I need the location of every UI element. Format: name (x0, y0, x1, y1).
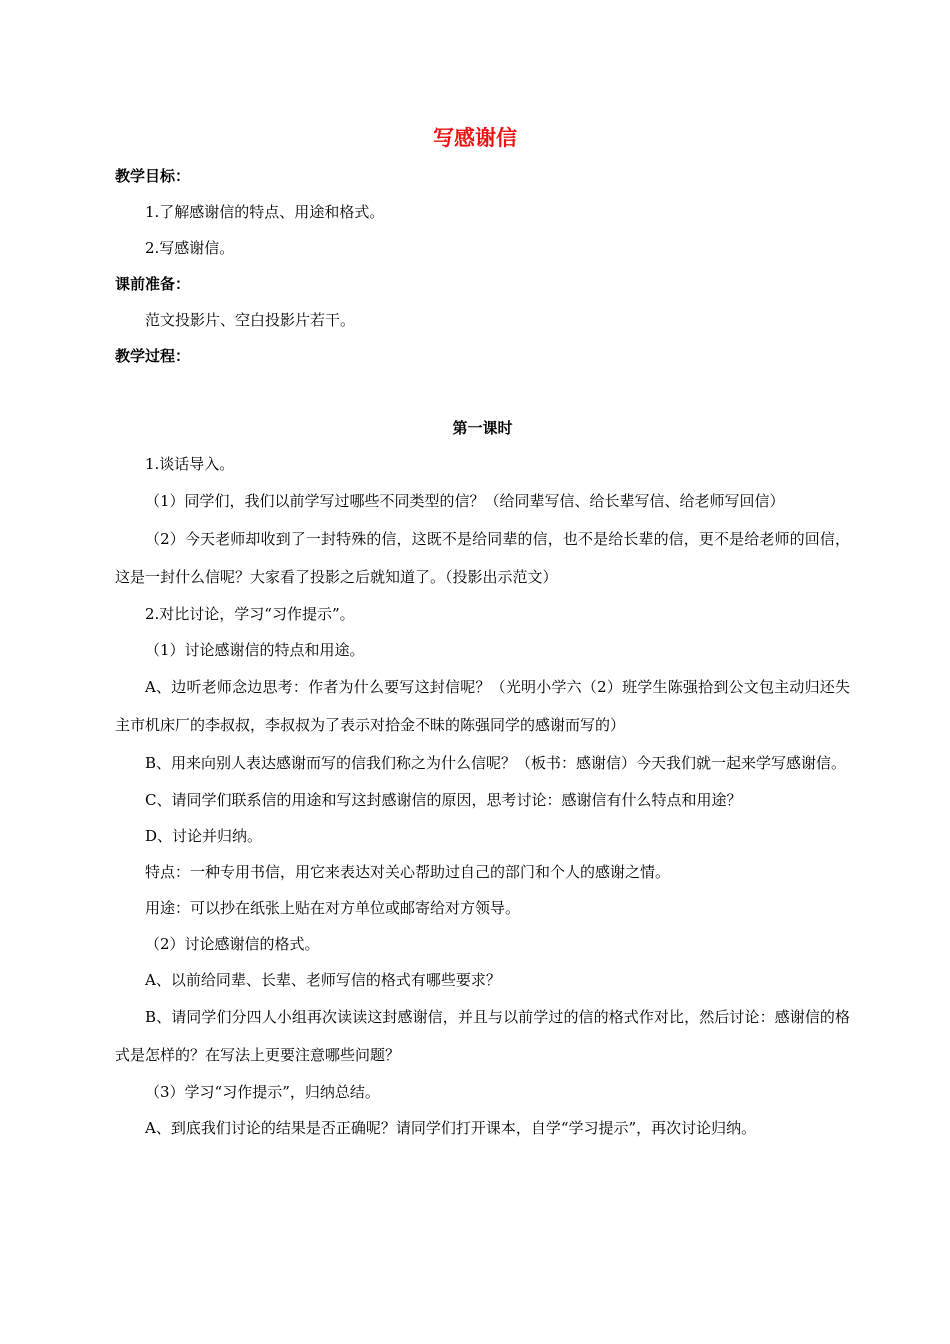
body-paragraph: （2）讨论感谢信的格式。 (145, 935, 320, 953)
body-paragraph: B、请同学们分四人小组再次读读这封感谢信，并且与以前学过的信的格式作对比，然后讨论：感谢信的格式是怎样的？在写法上更要注意哪些问题？ (115, 1008, 850, 1064)
process-heading: 教学过程： (115, 347, 191, 365)
body-paragraph: C、请同学们联系信的用途和写这封感谢信的原因，思考讨论：感谢信有什么特点和用途？ (145, 791, 742, 809)
body-paragraph: 2.对比讨论，学习“习作提示”。 (145, 605, 355, 623)
objective-item: 2.写感谢信。 (145, 239, 235, 257)
lesson-heading: 第一课时 (452, 419, 513, 437)
preparation-text: 范文投影片、空白投影片若干。 (145, 311, 356, 329)
body-paragraph: A、到底我们讨论的结果是否正确呢？请同学们打开课本，自学“学习提示”，再次讨论归纳。 (145, 1119, 757, 1137)
body-paragraph: 用途：可以抄在纸张上贴在对方单位或邮寄给对方领导。 (145, 899, 521, 917)
body-paragraph: B、用来向别人表达感谢而写的信我们称之为什么信呢？（板书：感谢信）今天我们就一起来学写感谢信。 (145, 754, 847, 772)
body-paragraph: 特点：一种专用书信，用它来表达对关心帮助过自己的部门和个人的感谢之情。 (145, 863, 671, 881)
body-paragraph: （3）学习“习作提示”，归纳总结。 (145, 1083, 380, 1101)
body-paragraph: （1）同学们，我们以前学写过哪些不同类型的信？（给同辈写信、给长辈写信、给老师写回信） (145, 492, 785, 510)
objective-item: 1.了解感谢信的特点、用途和格式。 (145, 203, 385, 221)
body-paragraph: 1.谈话导入。 (145, 455, 235, 473)
body-paragraph: （2）今天老师却收到了一封特殊的信，这既不是给同辈的信，也不是给长辈的信，更不是给老师的回信，这是一封什么信呢？大家看了投影之后就知道了。（投影出示范文） (115, 530, 850, 586)
preparation-heading: 课前准备： (115, 275, 191, 293)
body-paragraph: D、讨论并归纳。 (145, 827, 263, 845)
body-paragraph: （1）讨论感谢信的特点和用途。 (145, 641, 365, 659)
document-content (115, 158, 850, 1146)
body-paragraph: A、边听老师念边思考：作者为什么要写这封信呢？（光明小学六（2）班学生陈强拾到公文包主动归还失主市机床厂的李叔叔，李叔叔为了表示对拾金不昧的陈强同学的感谢而写的） (115, 678, 850, 734)
spacer (115, 374, 850, 410)
document-title: 写感谢信 (433, 126, 517, 150)
objectives-heading: 教学目标： (115, 167, 191, 185)
body-paragraph: A、以前给同辈、长辈、老师写信的格式有哪些要求？ (145, 971, 501, 989)
